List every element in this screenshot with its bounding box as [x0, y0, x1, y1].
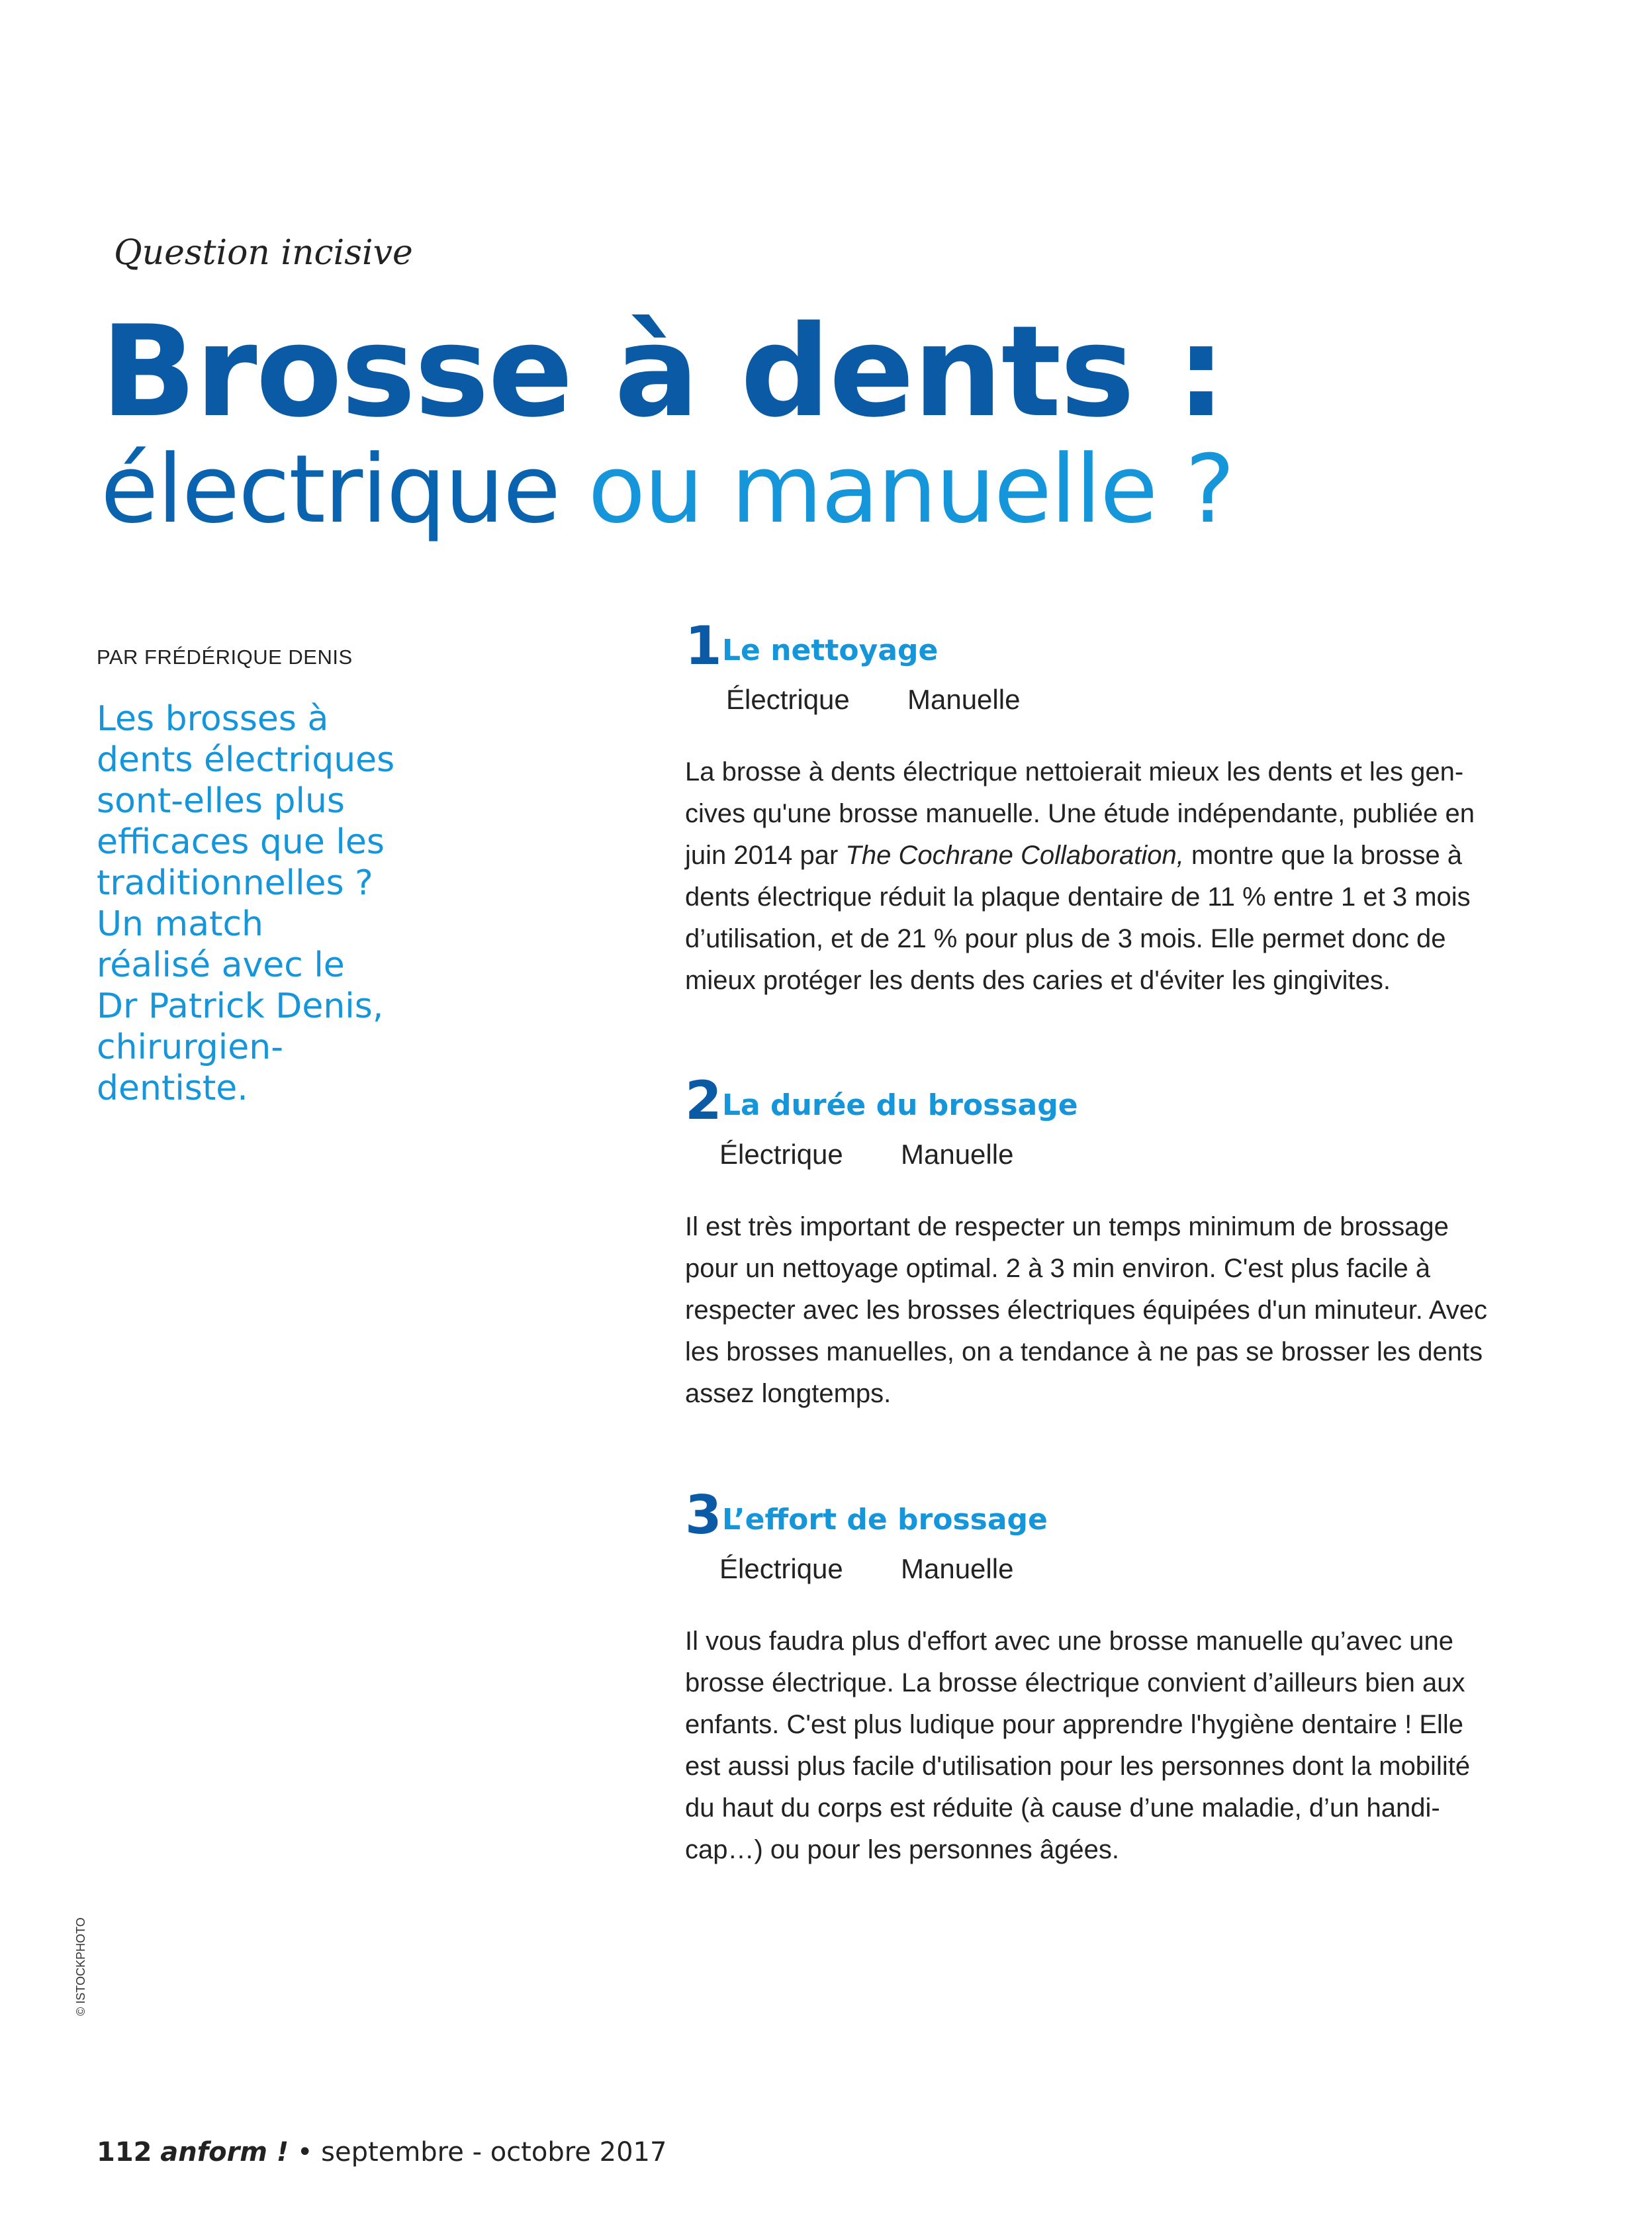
- body-line: mieux protéger les dents des caries et d'éviter les gingivites.: [685, 966, 1391, 995]
- section-heading: [685, 1070, 1512, 1131]
- choice-manual: Manuelle: [901, 1553, 1014, 1584]
- section-title: Le nettoyage: [722, 634, 939, 667]
- lead-line: sont-elles plus: [97, 781, 345, 821]
- lead-line: chirurgien-: [97, 1027, 283, 1067]
- section-title: La durée du brossage: [722, 1088, 1078, 1122]
- page-subtitle: [101, 437, 1234, 543]
- section-body: [685, 751, 1512, 1002]
- issue-date: • septembre - octobre 2017: [297, 2137, 667, 2167]
- body-line: Il vous faudra plus d'effort avec une brosse manuelle qu’avec une: [685, 1627, 1453, 1656]
- section-heading: [685, 615, 1512, 677]
- byline: PAR FRÉDÉRIQUE DENIS: [97, 645, 353, 669]
- body-line: d’utilisation, et de 21 % pour plus de 3 mois. Elle permet donc de: [685, 924, 1446, 953]
- section-duration: [685, 1070, 1512, 1415]
- magazine-name: anform !: [160, 2137, 289, 2167]
- lead-line: Les brosses à: [97, 699, 329, 739]
- lead-line: Dr Patrick Denis,: [97, 986, 384, 1026]
- page-number: 112: [97, 2137, 152, 2167]
- choice-electric: Électrique: [726, 684, 850, 715]
- page-title: Brosse à dents :: [101, 299, 1225, 445]
- lead-line: traditionnelles ?: [97, 863, 373, 903]
- section-number: 1: [685, 615, 722, 677]
- lead-line: dentiste.: [97, 1069, 248, 1108]
- lead-line: Un match: [97, 904, 264, 944]
- choice-manual: Manuelle: [901, 1139, 1014, 1170]
- body-line: cap…) ou pour les personnes âgées.: [685, 1835, 1119, 1864]
- lead-line: efficaces que les: [97, 822, 385, 862]
- section-body: [685, 1621, 1512, 1871]
- choice-manual: Manuelle: [907, 684, 1021, 715]
- section-effort: [685, 1484, 1512, 1871]
- body-line: juin 2014 par The Cochrane Collaboration, montre que la brosse à: [685, 841, 1463, 870]
- lead-paragraph: [97, 698, 441, 1109]
- body-line: respecter avec les brosses électriques équipées d'un minuteur. Avec: [685, 1296, 1488, 1325]
- subtitle-part-manual: ou manuelle ?: [588, 435, 1234, 544]
- lead-line: réalisé avec le: [97, 945, 345, 985]
- section-number: 2: [685, 1070, 722, 1131]
- cited-source: The Cochrane Collaboration,: [845, 841, 1184, 870]
- choice-electric: Électrique: [719, 1139, 843, 1170]
- page-footer: [97, 2137, 666, 2167]
- lead-line: dents électriques: [97, 740, 395, 780]
- body-line: est aussi plus facile d'utilisation pour les personnes dont la mobilité: [685, 1752, 1471, 1781]
- body-line: enfants. C'est plus ludique pour apprendre l'hygiène dentaire ! Elle: [685, 1710, 1464, 1739]
- body-line: brosse électrique. La brosse électrique convient d’ailleurs bien aux: [685, 1668, 1465, 1697]
- body-line: du haut du corps est réduite (à cause d’une maladie, d’un handi-: [685, 1793, 1440, 1823]
- body-line: Il est très important de respecter un temps minimum de brossage: [685, 1212, 1449, 1241]
- section-body: [685, 1206, 1512, 1415]
- body-line: pour un nettoyage optimal. 2 à 3 min environ. C'est plus facile à: [685, 1254, 1431, 1283]
- section-title: L’effort de brossage: [722, 1503, 1048, 1537]
- section-heading: [685, 1484, 1512, 1546]
- choice-row: [685, 681, 1512, 728]
- kicker: Question incisive: [114, 233, 413, 273]
- body-line: les brosses manuelles, on a tendance à ne pas se brosser les dents: [685, 1337, 1483, 1366]
- body-line: dents électrique réduit la plaque dentaire de 11 % entre 1 et 3 mois: [685, 882, 1471, 912]
- choice-row: [685, 1136, 1512, 1182]
- body-line: assez longtemps.: [685, 1379, 892, 1408]
- section-cleaning: [685, 615, 1512, 1002]
- subtitle-part-electric: électrique: [101, 435, 560, 544]
- section-number: 3: [685, 1484, 722, 1546]
- body-line: cives qu'une brosse manuelle. Une étude indépendante, publiée en: [685, 799, 1475, 828]
- body-line: La brosse à dents électrique nettoierait mieux les dents et les gen-: [685, 757, 1464, 786]
- choice-row: [685, 1550, 1512, 1597]
- photo-credit: © ISTOCKPHOTO: [74, 1917, 87, 2016]
- choice-electric: Électrique: [719, 1553, 843, 1584]
